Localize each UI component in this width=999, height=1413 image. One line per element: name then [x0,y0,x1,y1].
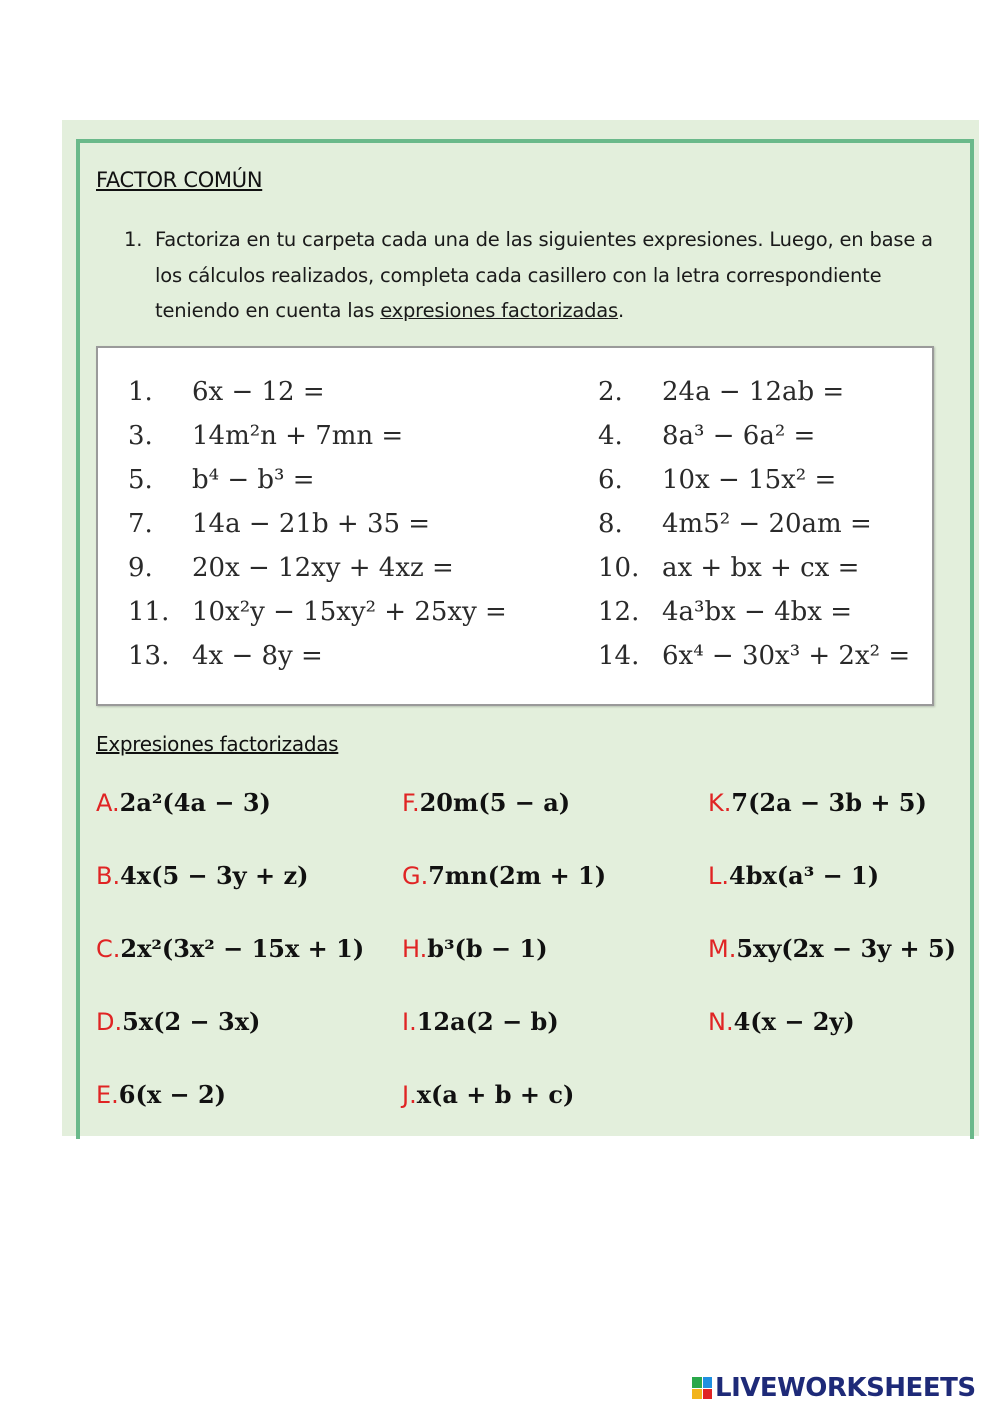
exercise-3 [128,421,403,451]
logo-text: LIVEWORKSHEETS [715,1373,976,1403]
exercise-14 [598,641,910,671]
answer-expression: 5x(2 − 3x) [122,1007,261,1036]
exercise-expression: 4a³bx − 4bx = [662,597,852,627]
answer-expression: 7mn(2m + 1) [428,861,607,890]
exercise-number: 10. [598,553,640,583]
logo-grid-icon [692,1377,712,1399]
answers-title: Expresiones factorizadas [96,732,339,756]
exercise-expression: 4x − 8y = [192,641,323,671]
exercise-expression: 8a³ − 6a² = [662,421,816,451]
answer-letter: M. [708,935,737,963]
exercise-expression: 6x⁴ − 30x³ + 2x² = [662,641,911,671]
answer-N [708,1007,855,1036]
exercise-expression: 10x²y − 15xy² + 25xy = [192,597,507,627]
exercise-6 [598,465,836,495]
exercise-expression: 6x − 12 = [192,377,325,407]
instruction-text [155,222,954,329]
instruction-underlined: expresiones factorizadas [380,299,619,322]
exercise-number: 14. [598,641,640,671]
answer-expression: 2x²(3x² − 15x + 1) [120,934,365,963]
answer-F [402,788,570,817]
answer-L [708,861,879,890]
exercise-number: 11. [128,597,170,627]
answer-A [96,788,271,817]
instruction-number: 1. [124,228,143,251]
instruction-text-after: . [618,299,625,322]
answer-letter: G. [402,862,429,890]
answer-letter: D. [96,1008,123,1036]
exercise-number: 12. [598,597,640,627]
exercise-expression: 10x − 15x² = [662,465,837,495]
answer-expression: b³(b − 1) [427,934,548,963]
answer-K [708,788,927,817]
exercise-expression: b⁴ − b³ = [192,465,315,495]
answer-expression: x(a + b + c) [416,1080,575,1109]
exercise-number: 9. [128,553,153,583]
exercise-expression: 14m²n + 7mn = [192,421,404,451]
answer-letter: N. [708,1008,734,1036]
answer-H [402,934,548,963]
exercise-expression: 24a − 12ab = [662,377,845,407]
exercise-11 [128,597,507,627]
answer-expression: 12a(2 − b) [416,1007,559,1036]
answer-letter: E. [96,1081,119,1109]
answer-expression: 4x(5 − 3y + z) [120,861,309,890]
exercise-12 [598,597,852,627]
exercise-number: 8. [598,509,623,539]
exercise-number: 13. [128,641,170,671]
exercise-10 [598,553,859,583]
answer-expression: 2a²(4a − 3) [119,788,271,817]
answer-letter: H. [402,935,428,963]
answer-letter: L. [708,862,729,890]
answer-letter: C. [96,935,121,963]
exercise-number: 6. [598,465,623,495]
answer-J [402,1080,574,1109]
answer-expression: 4(x − 2y) [733,1007,855,1036]
answer-expression: 6(x − 2) [118,1080,227,1109]
exercise-9 [128,553,454,583]
instruction-text-before: Factoriza en tu carpeta cada una de las siguientes expresiones. Luego, en base a los cálculos realizados, completa cada casillero con la letra correspondiente teniendo en cuenta las [155,228,933,322]
liveworksheets-logo[interactable] [692,1373,976,1403]
instruction [124,222,954,329]
answer-letter: K. [708,789,732,817]
exercise-1 [128,377,325,407]
exercise-8 [598,509,872,539]
answer-letter: A. [96,789,120,817]
answer-letter: J. [402,1081,417,1109]
answer-expression: 7(2a − 3b + 5) [731,788,927,817]
exercise-7 [128,509,430,539]
answer-expression: 20m(5 − a) [419,788,571,817]
exercise-13 [128,641,323,671]
exercise-expression: 20x − 12xy + 4xz = [192,553,454,583]
exercise-expression: 14a − 21b + 35 = [192,509,431,539]
answer-B [96,861,308,890]
exercise-4 [598,421,815,451]
exercise-number: 7. [128,509,153,539]
answer-C [96,934,364,963]
answer-letter: B. [96,862,121,890]
exercise-number: 3. [128,421,153,451]
exercise-expression: 4m5² − 20am = [662,509,872,539]
answer-E [96,1080,226,1109]
exercise-number: 1. [128,377,153,407]
page-title: FACTOR COMÚN [96,168,263,192]
exercise-5 [128,465,315,495]
answer-M [708,934,956,963]
exercise-number: 4. [598,421,623,451]
answer-G [402,861,606,890]
exercise-expression: ax + bx + cx = [662,553,860,583]
answer-letter: I. [402,1008,417,1036]
answer-D [96,1007,260,1036]
exercise-2 [598,377,844,407]
exercise-number: 2. [598,377,623,407]
answer-expression: 4bx(a³ − 1) [729,861,880,890]
answer-letter: F. [402,789,420,817]
answer-I [402,1007,559,1036]
exercise-number: 5. [128,465,153,495]
answer-expression: 5xy(2x − 3y + 5) [736,934,956,963]
